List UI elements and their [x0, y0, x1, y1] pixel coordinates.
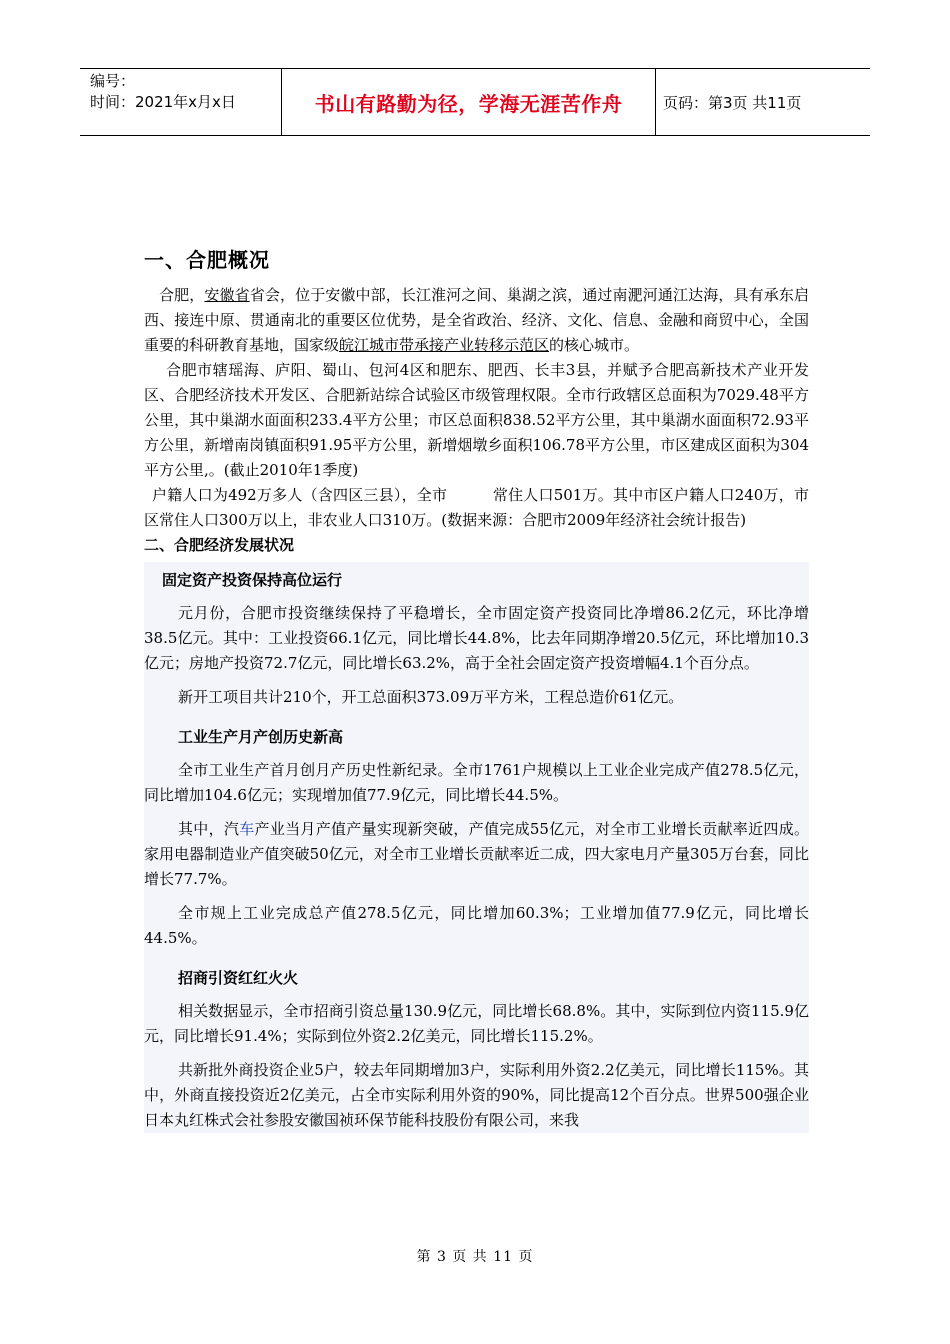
attraction-paragraph-1: 相关数据显示，全市招商引资总量130.9亿元，同比增长68.8%。其中，实际到位内资115.9亿元，同比增长91.4%；实际到位外资2.2亿美元，同比增长115.2%。 [144, 1002, 809, 1045]
p1-text-a: 合肥， [159, 286, 205, 304]
document-header [80, 68, 870, 136]
section1-paragraph-2: 合肥市辖瑶海、庐阳、蜀山、包河4区和肥东、肥西、长丰3县，并赋予合肥高新技术产业开发区、合肥经济技术开发区、合肥新站综合试验区市级管理权限。全市行政辖区总面积为7029.48平方公里，其中巢湖水面面积233.4平方公里；市区总面积838.52平方公里，其中巢湖水面面积72.93平方公里，新增南岗镇面积91.95平方公里，新增烟墩乡面积106.78平方公里，市区建成区面积为304平方公里,。(截止2010年1季度) [144, 361, 809, 479]
page-info: 页码：第3页 共11页 [663, 93, 802, 112]
link-wanjiang-zone[interactable]: 皖江城市带承接产业转移示范区 [339, 336, 550, 354]
industrial-p2-text-a: 其中，汽 [178, 820, 240, 838]
date-line: 时间：2021年x月x日 [90, 93, 236, 111]
section2-title: 二、合肥经济发展状况 [144, 536, 295, 554]
fixed-investment-paragraph-1: 元月份，合肥市投资继续保持了平稳增长，全市固定资产投资同比净增86.2亿元，环比净增38.5亿元。其中：工业投资66.1亿元，同比增长44.8%，比去年同期净增20.5亿元，环比增加10.3亿元；房地产投资72.7亿元，同比增长63.2%，高于全社会固定资产投资增幅4.1个百分点。 [144, 604, 809, 672]
motto: 书山有路勤为径，学海无涯苦作舟 [314, 91, 623, 116]
industrial-paragraph-1: 全市工业生产首月创月产历史性新纪录。全市1761户规模以上工业企业完成产值278.5亿元，同比增加104.6亿元；实现增加值77.9亿元，同比增长44.5%。 [144, 761, 809, 804]
header-page-cell [656, 69, 870, 135]
page-footer: 第 3 页 共 11 页 [416, 1249, 534, 1265]
industrial-paragraph-2 [144, 817, 809, 892]
header-motto-cell [282, 69, 656, 135]
fixed-investment-paragraph-2: 新开工项目共计210个，开工总面积373.09万平方米，工程总造价61亿元。 [178, 688, 684, 706]
subheading-investment-attraction: 招商引资红红火火 [178, 969, 299, 987]
section1-title: 一、合肥概况 [144, 248, 270, 272]
section1-paragraph-1 [144, 283, 809, 358]
document-body [144, 244, 809, 1133]
section1-paragraph-3: 户籍人口为492万多人（含四区三县），全市 常住人口501万。其中市区户籍人口240万，市区常住人口300万以上，非农业人口310万。(数据来源：合肥市2009年经济社会统计报告) [144, 486, 809, 529]
industrial-paragraph-3: 全市规上工业完成总产值278.5亿元，同比增加60.3%；工业增加值77.9亿元，同比增长44.5%。 [144, 904, 809, 947]
industrial-p2-text-b: 产业当月产值产量实现新突破，产值完成55亿元，对全市工业增长贡献率近四成。家用电器制造业产值突破50亿元，对全市工业增长贡献率近二成，四大家电月产量305万台套，同比增长77.7%。 [144, 820, 809, 888]
economy-shaded-block [144, 562, 809, 1133]
attraction-paragraph-2: 共新批外商投资企业5户，较去年同期增加3户，实际利用外资2.2亿美元，同比增长115%。其中，外商直接投资近2亿美元，占全市实际利用外资的90%，同比提高12个百分点。世界500强企业日本丸红株式会社参股安徽国祯环保节能科技股份有限公司，来我 [144, 1061, 809, 1129]
code-label: 编号： [90, 72, 136, 90]
subheading-fixed-investment: 固定资产投资保持高位运行 [162, 571, 343, 589]
header-meta [80, 69, 282, 135]
subheading-industrial-output: 工业生产月产创历史新高 [178, 728, 344, 746]
p1-text-c: 的核心城市。 [549, 336, 640, 354]
link-car[interactable]: 车 [239, 820, 255, 838]
link-anhui-province[interactable]: 安徽省 [204, 286, 250, 304]
p1-text-b: 省会，位于安徽中部，长江淮河之间、巢湖之滨，通过南淝河通江达海，具有承东启西、接连中原、贯通南北的重要区位优势，是全省政治、经济、文化、信息、金融和商贸中心，全国重要的科研教育基地，国家级 [144, 286, 809, 354]
